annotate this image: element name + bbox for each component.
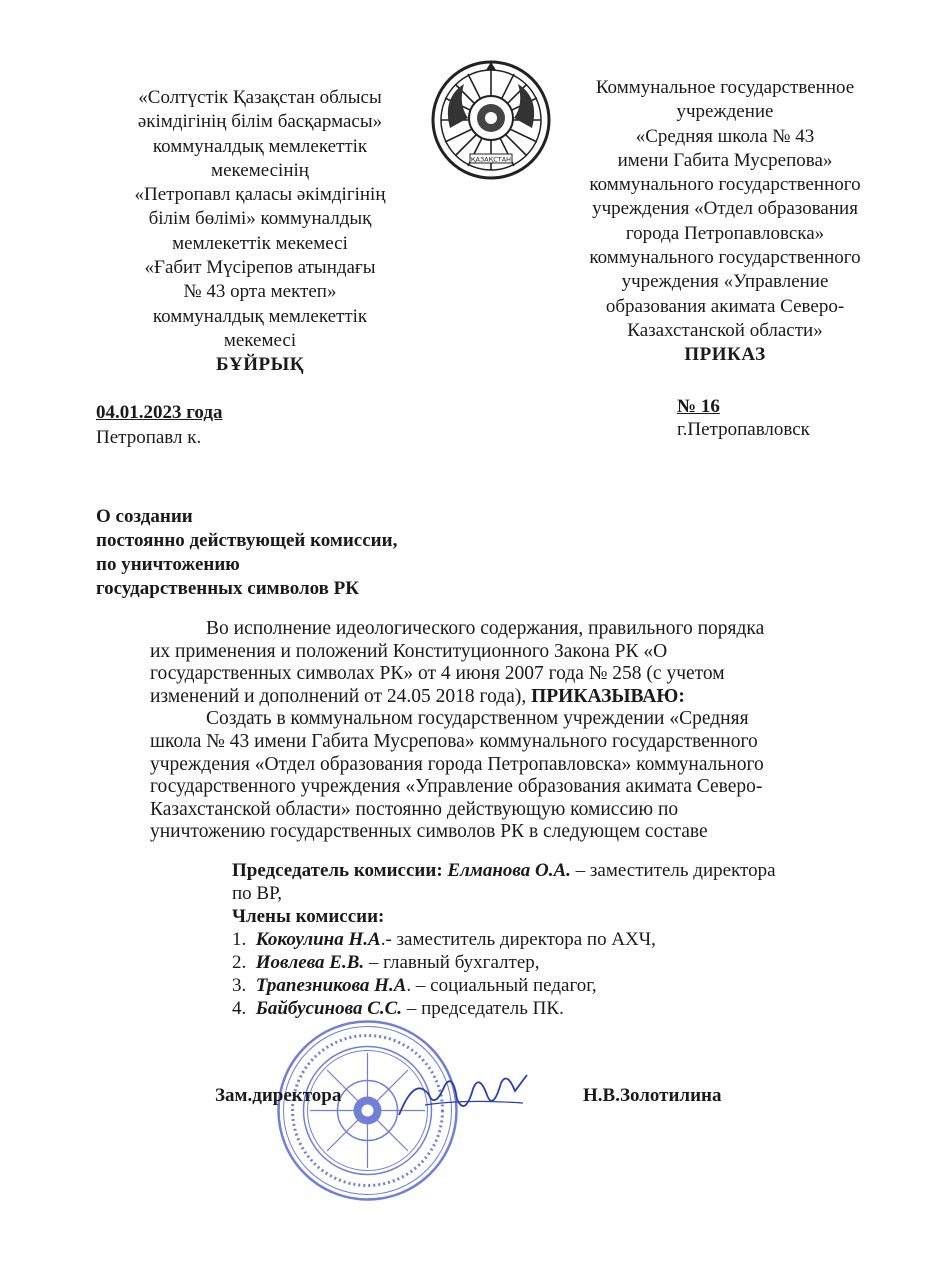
header-left-line: мекемесі bbox=[223, 329, 297, 351]
order-body bbox=[150, 618, 840, 844]
paragraph2-line: уничтожению государственных символов РК в следующем составе bbox=[150, 821, 708, 843]
city-russian: г.Петропавловск bbox=[677, 419, 810, 440]
header-left-line: коммуналдық мемлекеттік bbox=[152, 305, 368, 327]
header-right-line: учреждения «Отдел образования bbox=[592, 198, 858, 220]
member-number: 2. bbox=[232, 952, 247, 973]
member-role: .- заместитель директора по АХЧ, bbox=[380, 929, 656, 950]
paragraph2-line: учреждения «Отдел образования города Петропавловска» коммунального bbox=[150, 753, 764, 775]
header-left-line: «Петропавл қаласы әкімдігінің bbox=[134, 184, 386, 206]
member-number: 1. bbox=[232, 929, 247, 950]
signature-position: Зам.директора bbox=[215, 1085, 342, 1106]
order-keyword: ПРИКАЗЫВАЮ: bbox=[531, 685, 685, 707]
header-left-line: білім бөлімі» коммуналдық bbox=[148, 208, 372, 230]
header-right-line: «Средняя школа № 43 bbox=[635, 125, 815, 147]
member-role: . – социальный педагог, bbox=[406, 975, 597, 996]
header-right-line: имени Габита Мусрепова» bbox=[617, 149, 833, 171]
member-number: 4. bbox=[232, 998, 247, 1019]
paragraph1-line: государственных символах РК» от 4 июня 2007 года № 258 (с учетом bbox=[150, 663, 725, 685]
chair-label: Председатель комиссии: bbox=[232, 860, 443, 881]
members-label: Члены комиссии: bbox=[232, 906, 385, 927]
member-name: Иовлева Е.В. bbox=[255, 952, 365, 973]
order-subject bbox=[96, 505, 397, 601]
member-name: Кокоулина Н.А bbox=[255, 929, 381, 950]
header-right-line: учреждение bbox=[676, 101, 774, 123]
header-right-line: Коммунальное государственное bbox=[595, 77, 855, 98]
chair-role: – заместитель директора bbox=[570, 860, 776, 881]
paragraph2-line: государственного учреждения «Управление образования акимата Северо- bbox=[150, 776, 763, 798]
subject-line: государственных символов РК bbox=[96, 578, 360, 599]
header-right-line: образования акимата Северо- bbox=[605, 295, 845, 317]
header-right-line: города Петропавловска» bbox=[625, 222, 825, 244]
city-kazakh: Петропавл к. bbox=[96, 427, 202, 448]
header-right-line: Казахстанской области» bbox=[627, 319, 823, 341]
chair-role-continued: по ВР, bbox=[232, 883, 283, 904]
header-left-kazakh bbox=[95, 86, 425, 378]
paragraph2-line: школа № 43 имени Габита Мусрепова» коммунального государственного bbox=[150, 730, 758, 752]
paragraph1-last-text: изменений и дополнений от 24.05 2018 года), bbox=[150, 685, 527, 707]
member-name: Трапезникова Н.А bbox=[255, 975, 407, 996]
header-left-line: коммуналдық мемлекеттік bbox=[152, 135, 368, 157]
handwritten-signature-icon bbox=[395, 1065, 535, 1125]
order-date: 04.01.2023 года bbox=[96, 402, 223, 423]
paragraph2-line: Создать в коммунальном государственном учреждении «Средняя bbox=[206, 708, 749, 730]
paragraph2-line: Казахстанской области» постоянно действующую комиссию по bbox=[150, 798, 679, 820]
commission-chair bbox=[232, 859, 776, 882]
member-item bbox=[232, 928, 776, 951]
subject-line: по уничтожению bbox=[96, 554, 240, 575]
header-right-line: коммунального государственного bbox=[589, 174, 861, 196]
header-right-line: коммунального государственного bbox=[589, 247, 861, 269]
emblem-inscription: ҚАЗАҚСТАН bbox=[470, 155, 512, 164]
member-item bbox=[232, 997, 776, 1020]
doc-type-russian: ПРИКАЗ bbox=[684, 344, 766, 366]
signatory-name: Н.В.Золотилина bbox=[583, 1085, 722, 1106]
header-left-line: мекемесінің bbox=[211, 159, 309, 181]
header-left-line: мемлекеттік мекемесі bbox=[172, 232, 348, 254]
member-item bbox=[232, 951, 776, 974]
member-role: – главный бухгалтер, bbox=[364, 952, 540, 973]
header-right-russian bbox=[565, 76, 885, 368]
header-left-line: «Солтүстік Қазақстан облысы bbox=[138, 87, 382, 108]
doc-type-kazakh: БҰЙРЫҚ bbox=[215, 354, 305, 376]
commission-list bbox=[232, 859, 776, 1020]
subject-line: постоянно действующей комиссии, bbox=[96, 530, 398, 551]
paragraph1-line: их применения и положений Конституционного Закона РК «О bbox=[150, 640, 668, 662]
header-right-line: учреждения «Управление bbox=[621, 271, 829, 293]
member-number: 3. bbox=[232, 975, 247, 996]
order-number: № 16 bbox=[677, 396, 720, 417]
paragraph1-last-line bbox=[150, 686, 840, 709]
header-left-line: «Ғабит Мүсірепов атындағы bbox=[144, 257, 376, 279]
member-item bbox=[232, 974, 776, 997]
subject-line: О создании bbox=[96, 506, 193, 527]
paragraph1-line: Во исполнение идеологического содержания, правильного порядка bbox=[206, 618, 765, 639]
header-left-line: әкімдігінің білім басқармасы» bbox=[137, 111, 383, 133]
header-left-line: № 43 орта мектеп» bbox=[183, 281, 337, 303]
chair-name: Елманова О.А. bbox=[447, 860, 571, 881]
kazakhstan-emblem-icon bbox=[428, 58, 554, 182]
member-role: – председатель ПК. bbox=[402, 998, 564, 1019]
member-name: Байбусинова С.С. bbox=[255, 998, 403, 1019]
